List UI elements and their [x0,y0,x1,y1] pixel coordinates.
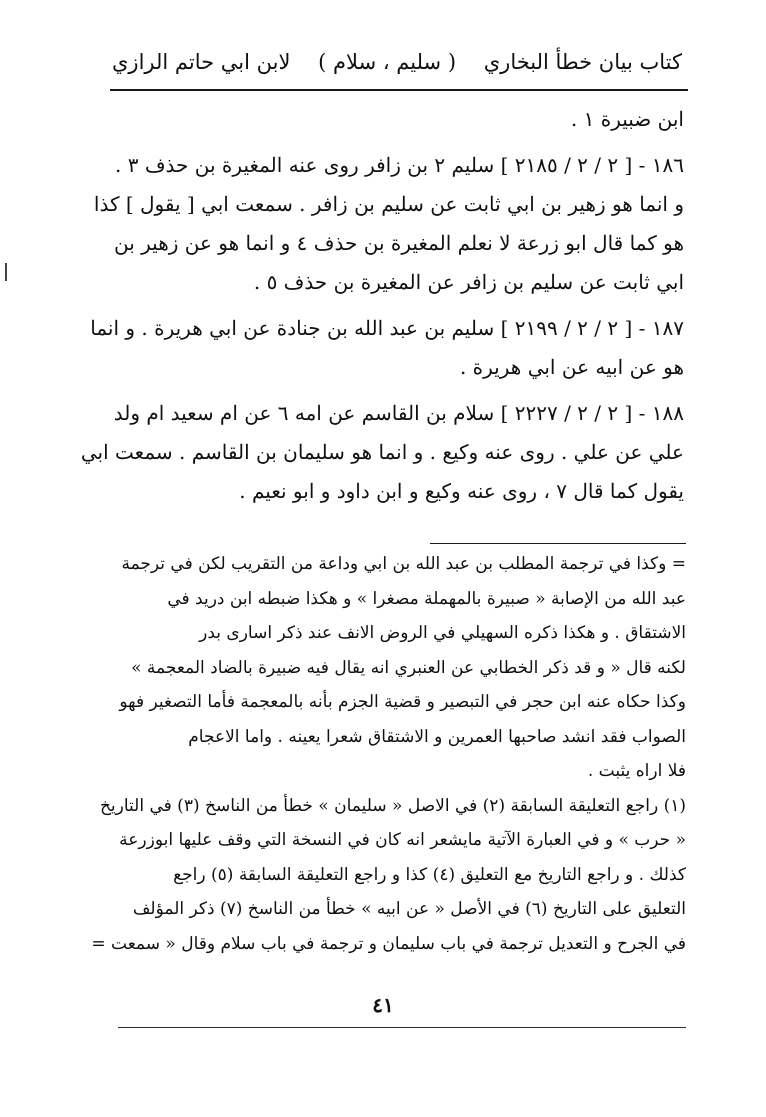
footnote-line: « حرب » و في العبارة الآتية مايشعر انه كان في النسخة التي وقف عليها ابوزرعة [119,830,686,850]
entry-187-line-2: هو عن ابيه عن ابي هريرة . [459,355,684,379]
footnote-line: التعليق على التاريخ (٦) في الأصل « عن ابيه » خطأ من الناسخ (٧) ذكر المؤلف [132,899,686,919]
footnote-line: الاشتقاق . و هكذا ذكره السهيلي في الروض الانف عند ذكر اسارى بدر [199,623,686,643]
entry-187-line-1: ١٨٧ - [ ٢ / ٢ / ٢١٩٩ ] سليم بن عبد الله بن جنادة عن ابي هريرة . و انما [90,316,684,340]
footnote-line: عبد الله من الإصابة « صبيرة بالمهملة مصغرا » و هكذا ضبطه ابن دريد في [167,588,686,609]
footnotes [91,547,686,961]
footnote-line: لكنه قال « و قد ذكر الخطابي عن العنبري انه يقال فيه ضبيرة بالضاد المعجمة » [131,657,686,678]
entry-186-line-3: هو كما قال ابو زرعة لا نعلم المغيرة بن حذف ٤ و انما هو عن زهير بن [113,231,684,255]
footnote-line: في الجرح و التعديل ترجمة في باب سليمان و ترجمة في باب سلام وقال « سمعت = [91,933,686,954]
footnote-line: = وكذا في ترجمة المطلب بن عبد الله بن ابي وداعة من التقريب لكن في ترجمة [121,554,686,574]
footnote-separator [430,543,686,544]
entry-186-line-2: و انما هو زهير بن ابي ثابت عن سليم بن زافر . سمعت ابي [ يقول ] كذا [93,192,684,216]
footnote-line: فلا اراه يثبت . [587,761,686,781]
entry-188-line-1: ١٨٨ - [ ٢ / ٢ / ٢٢٢٧ ] سلام بن القاسم عن امه ٦ عن ام سعيد ام ولد [113,401,684,425]
running-header [112,44,682,80]
entry-186-line-1: ١٨٦ - [ ٢ / ٢ / ٢١٨٥ ] سليم ٢ بن زافر روى عنه المغيرة بن حذف ٣ . [115,153,684,177]
footnote-line: الصواب فقد انشد صاحبها العمرين و الاشتقاق شعرا يعينه . واما الاعجام [188,726,686,747]
footnote-line: (١) راجع التعليقة السابقة (٢) في الاصل « سليمان » خطأ من الناسخ (٣) في التاريخ [99,795,686,816]
header-rule [110,89,688,91]
header-book-title: كتاب بيان خطأ البخاري [483,50,682,74]
footnote-line: كذلك . و راجع التاريخ مع التعليق (٤) كذا و راجع التعليقة السابقة (٥) راجع [173,864,686,885]
footnote-line: وكذا حكاه عنه ابن حجر في التبصير و قضية الجزم بأنه بالمعجمة فأما التصغير فهو [119,692,686,712]
margin-mark [5,263,7,281]
entry-186-line-4: ابي ثابت عن سليم بن زافر عن المغيرة بن حذف ٥ . [253,270,684,294]
header-author: لابن ابي حاتم الرازي [112,50,291,74]
main-line-continuation: ابن ضبيرة ١ . [570,107,684,131]
entry-188-line-2: علي عن علي . روى عنه وكيع . و انما هو سليمان بن القاسم . سمعت ابي [80,440,684,464]
page-number: ٤١ [372,993,394,1017]
header-section: ( سليم ، سلام ) [318,50,457,74]
main-text [80,100,684,511]
bottom-rule [118,1027,686,1028]
entry-188-line-3: يقول كما قال ٧ ، روى عنه وكيع و ابن داود و ابو نعيم . [239,479,684,503]
